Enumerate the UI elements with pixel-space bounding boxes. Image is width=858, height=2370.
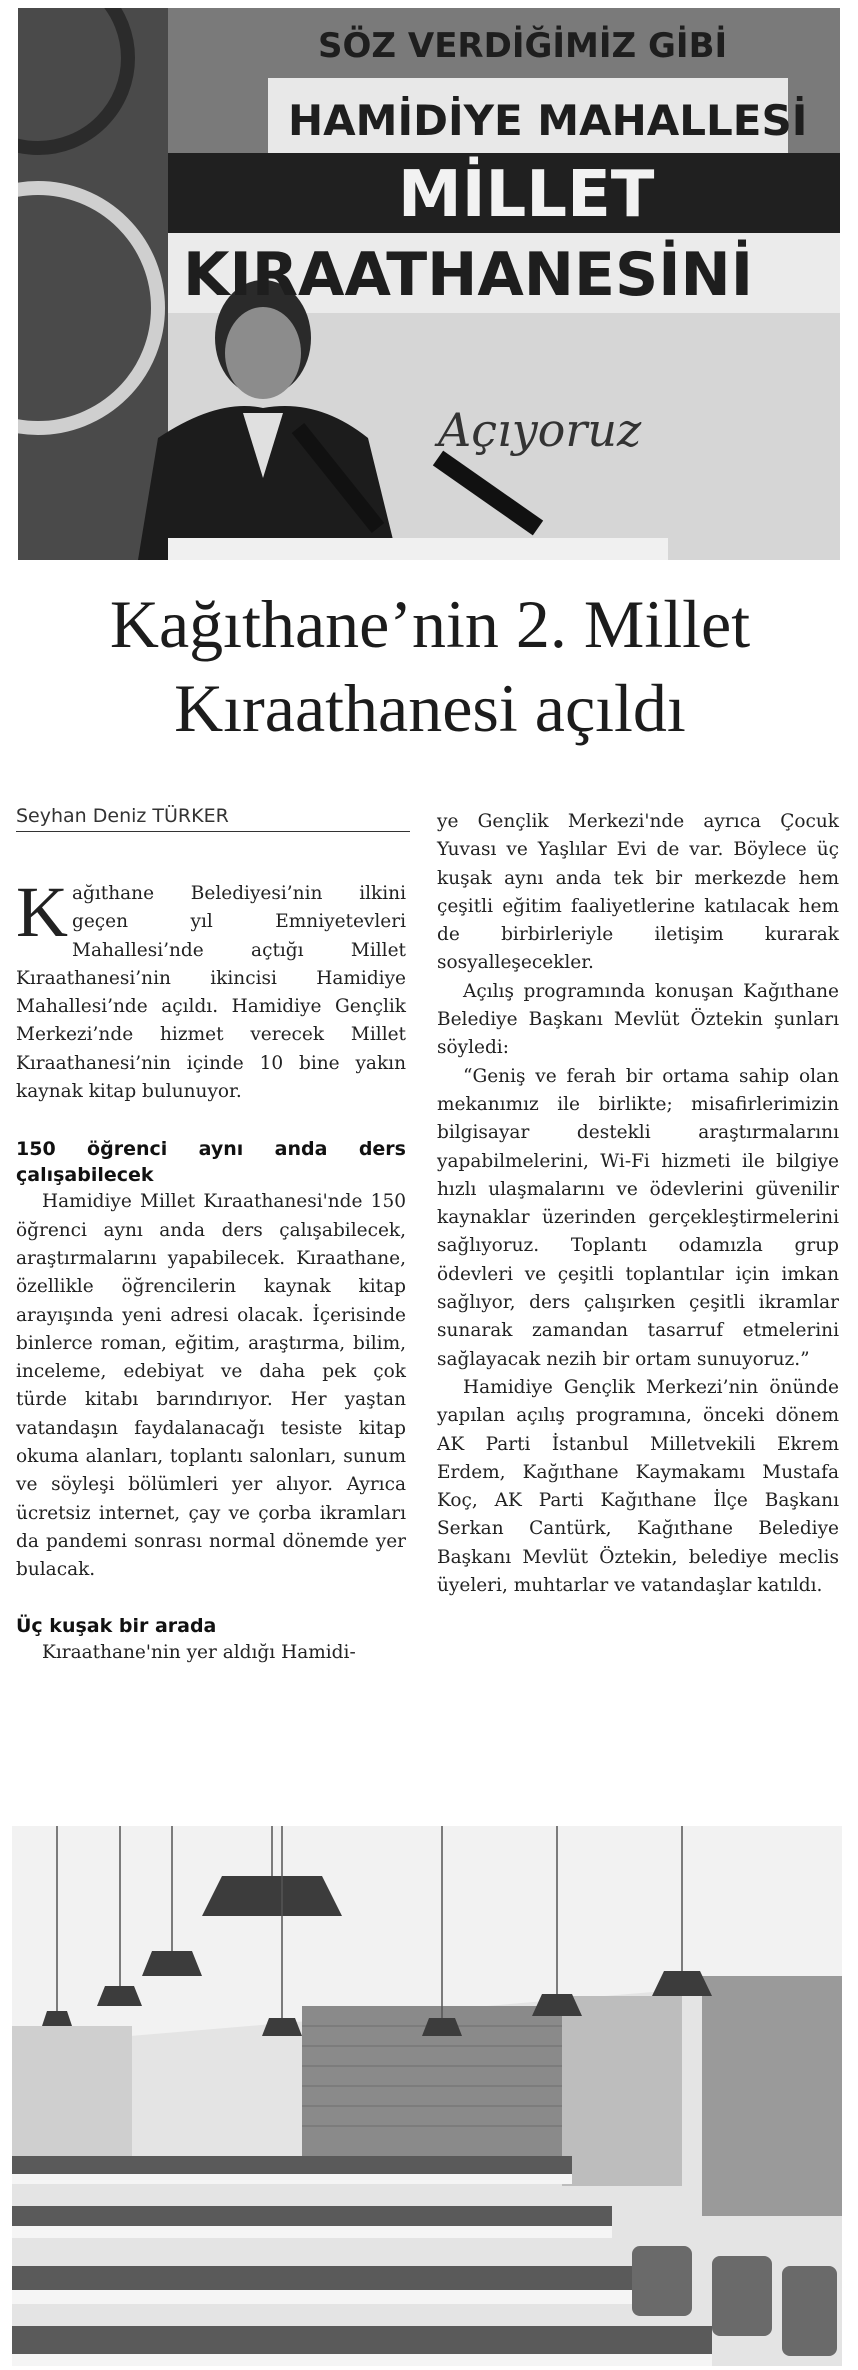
- headline-line-1: Kağıthane’nin 2. Millet: [109, 586, 751, 662]
- generations-paragraph-cont: ye Gençlik Merkezi'nde ayrıca Çocuk Yuvası ve Yaşlılar Evi de var. Böylece üç kuşak aynı anda tek bir merkezde hem çeşitli eğitim faaliyetlerine katılacak hem de birbirleriyle iletişim kurarak sosyalleşecekler.: [437, 811, 839, 974]
- banner-line-1: SÖZ VERDİĞİMİZ GİBİ: [318, 26, 728, 66]
- intro-paragraph: [16, 872, 406, 1106]
- reading-hall-photo: [12, 1826, 842, 2366]
- banner-line-2: HAMİDİYE MAHALLESİ: [288, 96, 808, 145]
- mayor-quote: “Geniş ve ferah bir ortama sahip olan mekanımız ile birlikte; misafirlerimizin bilgisayar destekli araştırmalarını yapabilmelerini, Wi-Fi hizmeti ile bilgiye hızlı ulaşmalarını ve ödevlerini güvenilir kaynaklar üzerinden gerçekleştirmelerini sağlıyoruz. Toplantı odamızla grup ödevleri ve çeşitli toplantılar için imkan sağlıyor, ders çalışırken çeşitli ikramlar sunarak zamandan tasarruf etmelerini sağlayacak nezih bir ortam sunuyoruz.”: [437, 1065, 839, 1370]
- banner-line-5: Açıyoruz: [438, 403, 642, 457]
- article-headline: [30, 582, 830, 750]
- attendees-paragraph: Hamidiye Gençlik Merkezi’nin önünde yapılan açılış programına, önceki dönem AK Parti İstanbul Milletvekili Ekrem Erdem, Kağıthane Kaymakamı Mustafa Koç, AK Parti Kağıthane İlçe Başkanı Serkan Cantürk, Kağıthane Belediye Başkanı Mevlüt Öztekin, belediye meclis üyeleri, muhtarlar ve vatandaşlar katıldı.: [437, 1376, 839, 1597]
- headline-line-2: Kıraathanesi açıldı: [174, 670, 686, 746]
- students-paragraph: Hamidiye Millet Kıraathanesi'nde 150 öğrenci aynı anda ders çalışabilecek, araştırmalarını yapabilecek. Kıraathane, özellikle öğrencilerin kaynak kitap arayışında yeni adresi olacak. İçerisinde binlerce roman, eğitim, araştırma, bilim, inceleme, edebiyat ve daha pek çok türde kitabı barındırıyor. Her yaştan vatandaşın faydalanacağı tesiste kitap okuma alanları, toplantı salonları, sunum ve söyleşi bölümleri yer alıyor. Ayrıca ücretsiz internet, çay ve çorba ikramları da pandemi sonrası normal dönemde yer bulacak.: [16, 1191, 406, 1581]
- drop-cap: K: [16, 872, 68, 952]
- left-column: [16, 872, 406, 1667]
- subheading-generations: Üç kuşak bir arada: [16, 1614, 217, 1637]
- mayor-intro-paragraph: Açılış programında konuşan Kağıthane Belediye Başkanı Mevlüt Öztekin şunları söyledi:: [437, 980, 839, 1059]
- banner-line-3: MİLLET: [398, 158, 655, 232]
- generations-paragraph-start: Kıraathane'nin yer aldığı Hamidi-: [42, 1641, 356, 1663]
- speaker-photo: [18, 8, 840, 560]
- intro-text: ağıthane Belediyesi’nin ilkini geçen yıl Emniyetevleri Mahallesi’nde açtığı Millet Kıraathanesi’nin ikincisi Hamidiye Mahallesi’nde açıldı. Hamidiye Gençlik Merkezi’nde hizmet verecek Millet Kıraathanesi’nin içinde 10 bine yakın kaynak kitap bulunuyor.: [16, 883, 406, 1103]
- reading-hall-graphic: [12, 1826, 842, 2366]
- banner-line-4: KIRAATHANESİNİ: [183, 240, 754, 310]
- right-column: [437, 808, 839, 1600]
- author-byline: Seyhan Deniz TÜRKER: [16, 805, 410, 832]
- subheading-students: 150 öğrenci aynı anda ders çalışabilecek: [16, 1138, 406, 1187]
